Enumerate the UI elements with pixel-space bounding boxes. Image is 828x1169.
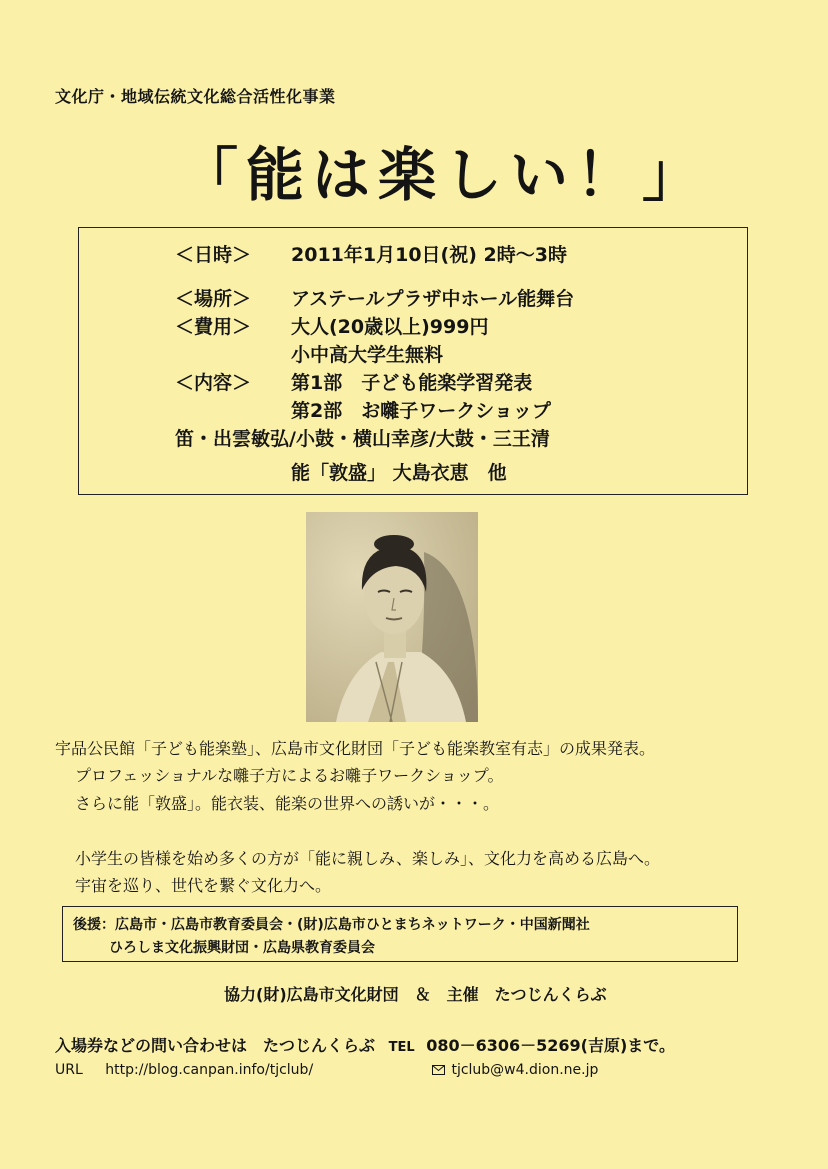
blog-url-link[interactable]: http://blog.canpan.info/tjclub/ bbox=[105, 1062, 314, 1078]
cooperation-organizer: 協力(財)広島市文化財団 ＆ 主催 たつじんくらぶ bbox=[224, 985, 607, 1004]
content-part1: 第1部 子ども能楽学習発表 bbox=[291, 372, 533, 394]
place-value: アステールプラザ中ホール能舞台 bbox=[291, 288, 575, 310]
description-line-3: さらに能「敦盛」。能衣装、能楽の世界への誘いが・・・。 bbox=[75, 794, 500, 813]
description-line-1: 宇品公民館「子ども能楽塾」、広島市文化財団「子ども能楽教室有志」の成果発表。 bbox=[55, 739, 656, 758]
fee-label: ＜費用＞ bbox=[175, 316, 252, 338]
place-label: ＜場所＞ bbox=[175, 288, 252, 310]
performer-portrait-photo bbox=[306, 512, 478, 722]
content-row bbox=[175, 368, 532, 395]
inquiry-text: 入場券などの問い合わせは たつじんくらぶ bbox=[55, 1036, 376, 1055]
noh-program: 能「敦盛」 大島衣恵 他 bbox=[291, 462, 507, 484]
description-line-4: 小学生の皆様を始め多くの方が「能に親しみ、楽しみ」、文化力を高める広島へ。 bbox=[75, 849, 660, 868]
description-line-2: プロフェッショナルな囃子方によるお囃子ワークショップ。 bbox=[75, 766, 504, 785]
datetime-value: 2011年1月10日(祝) 2時～3時 bbox=[291, 244, 567, 266]
content-label: ＜内容＞ bbox=[175, 372, 252, 394]
inquiry-line bbox=[55, 1033, 675, 1056]
url-label: URL bbox=[55, 1062, 83, 1078]
email-link[interactable]: tjclub@w4.dion.ne.jp bbox=[451, 1062, 599, 1078]
event-info-box bbox=[78, 227, 748, 495]
agency-heading: 文化庁・地域伝統文化総合活性化事業 bbox=[55, 87, 336, 106]
content-part2: 第2部 お囃子ワークショップ bbox=[291, 400, 551, 422]
sponsors-line-2: ひろしま文化振興財団・広島県教育委員会 bbox=[109, 940, 375, 956]
url-line bbox=[55, 1062, 313, 1078]
tel-value: 080－6306－5269(吉原)まで。 bbox=[426, 1036, 675, 1055]
envelope-icon bbox=[432, 1063, 445, 1079]
datetime-row bbox=[175, 240, 567, 267]
sponsors-box bbox=[62, 906, 738, 962]
description-line-5: 宇宙を巡り、世代を繋ぐ文化力へ。 bbox=[75, 876, 332, 895]
sponsors-line-1: 後援：広島市・広島市教育委員会・(財)広島市ひとまちネットワーク・中国新聞社 bbox=[73, 917, 590, 933]
place-row bbox=[175, 284, 574, 311]
page-title: 「能は楽しい！」 bbox=[180, 141, 709, 209]
performers: 笛・出雲敏弘/小鼓・横山幸彦/大鼓・三王清 bbox=[175, 428, 550, 450]
fee-adult: 大人(20歳以上)999円 bbox=[291, 316, 489, 338]
tel-label: TEL bbox=[388, 1040, 415, 1055]
fee-row bbox=[175, 312, 488, 339]
fee-students: 小中高大学生無料 bbox=[291, 344, 444, 366]
email-line bbox=[432, 1062, 598, 1079]
datetime-label: ＜日時＞ bbox=[175, 244, 252, 266]
